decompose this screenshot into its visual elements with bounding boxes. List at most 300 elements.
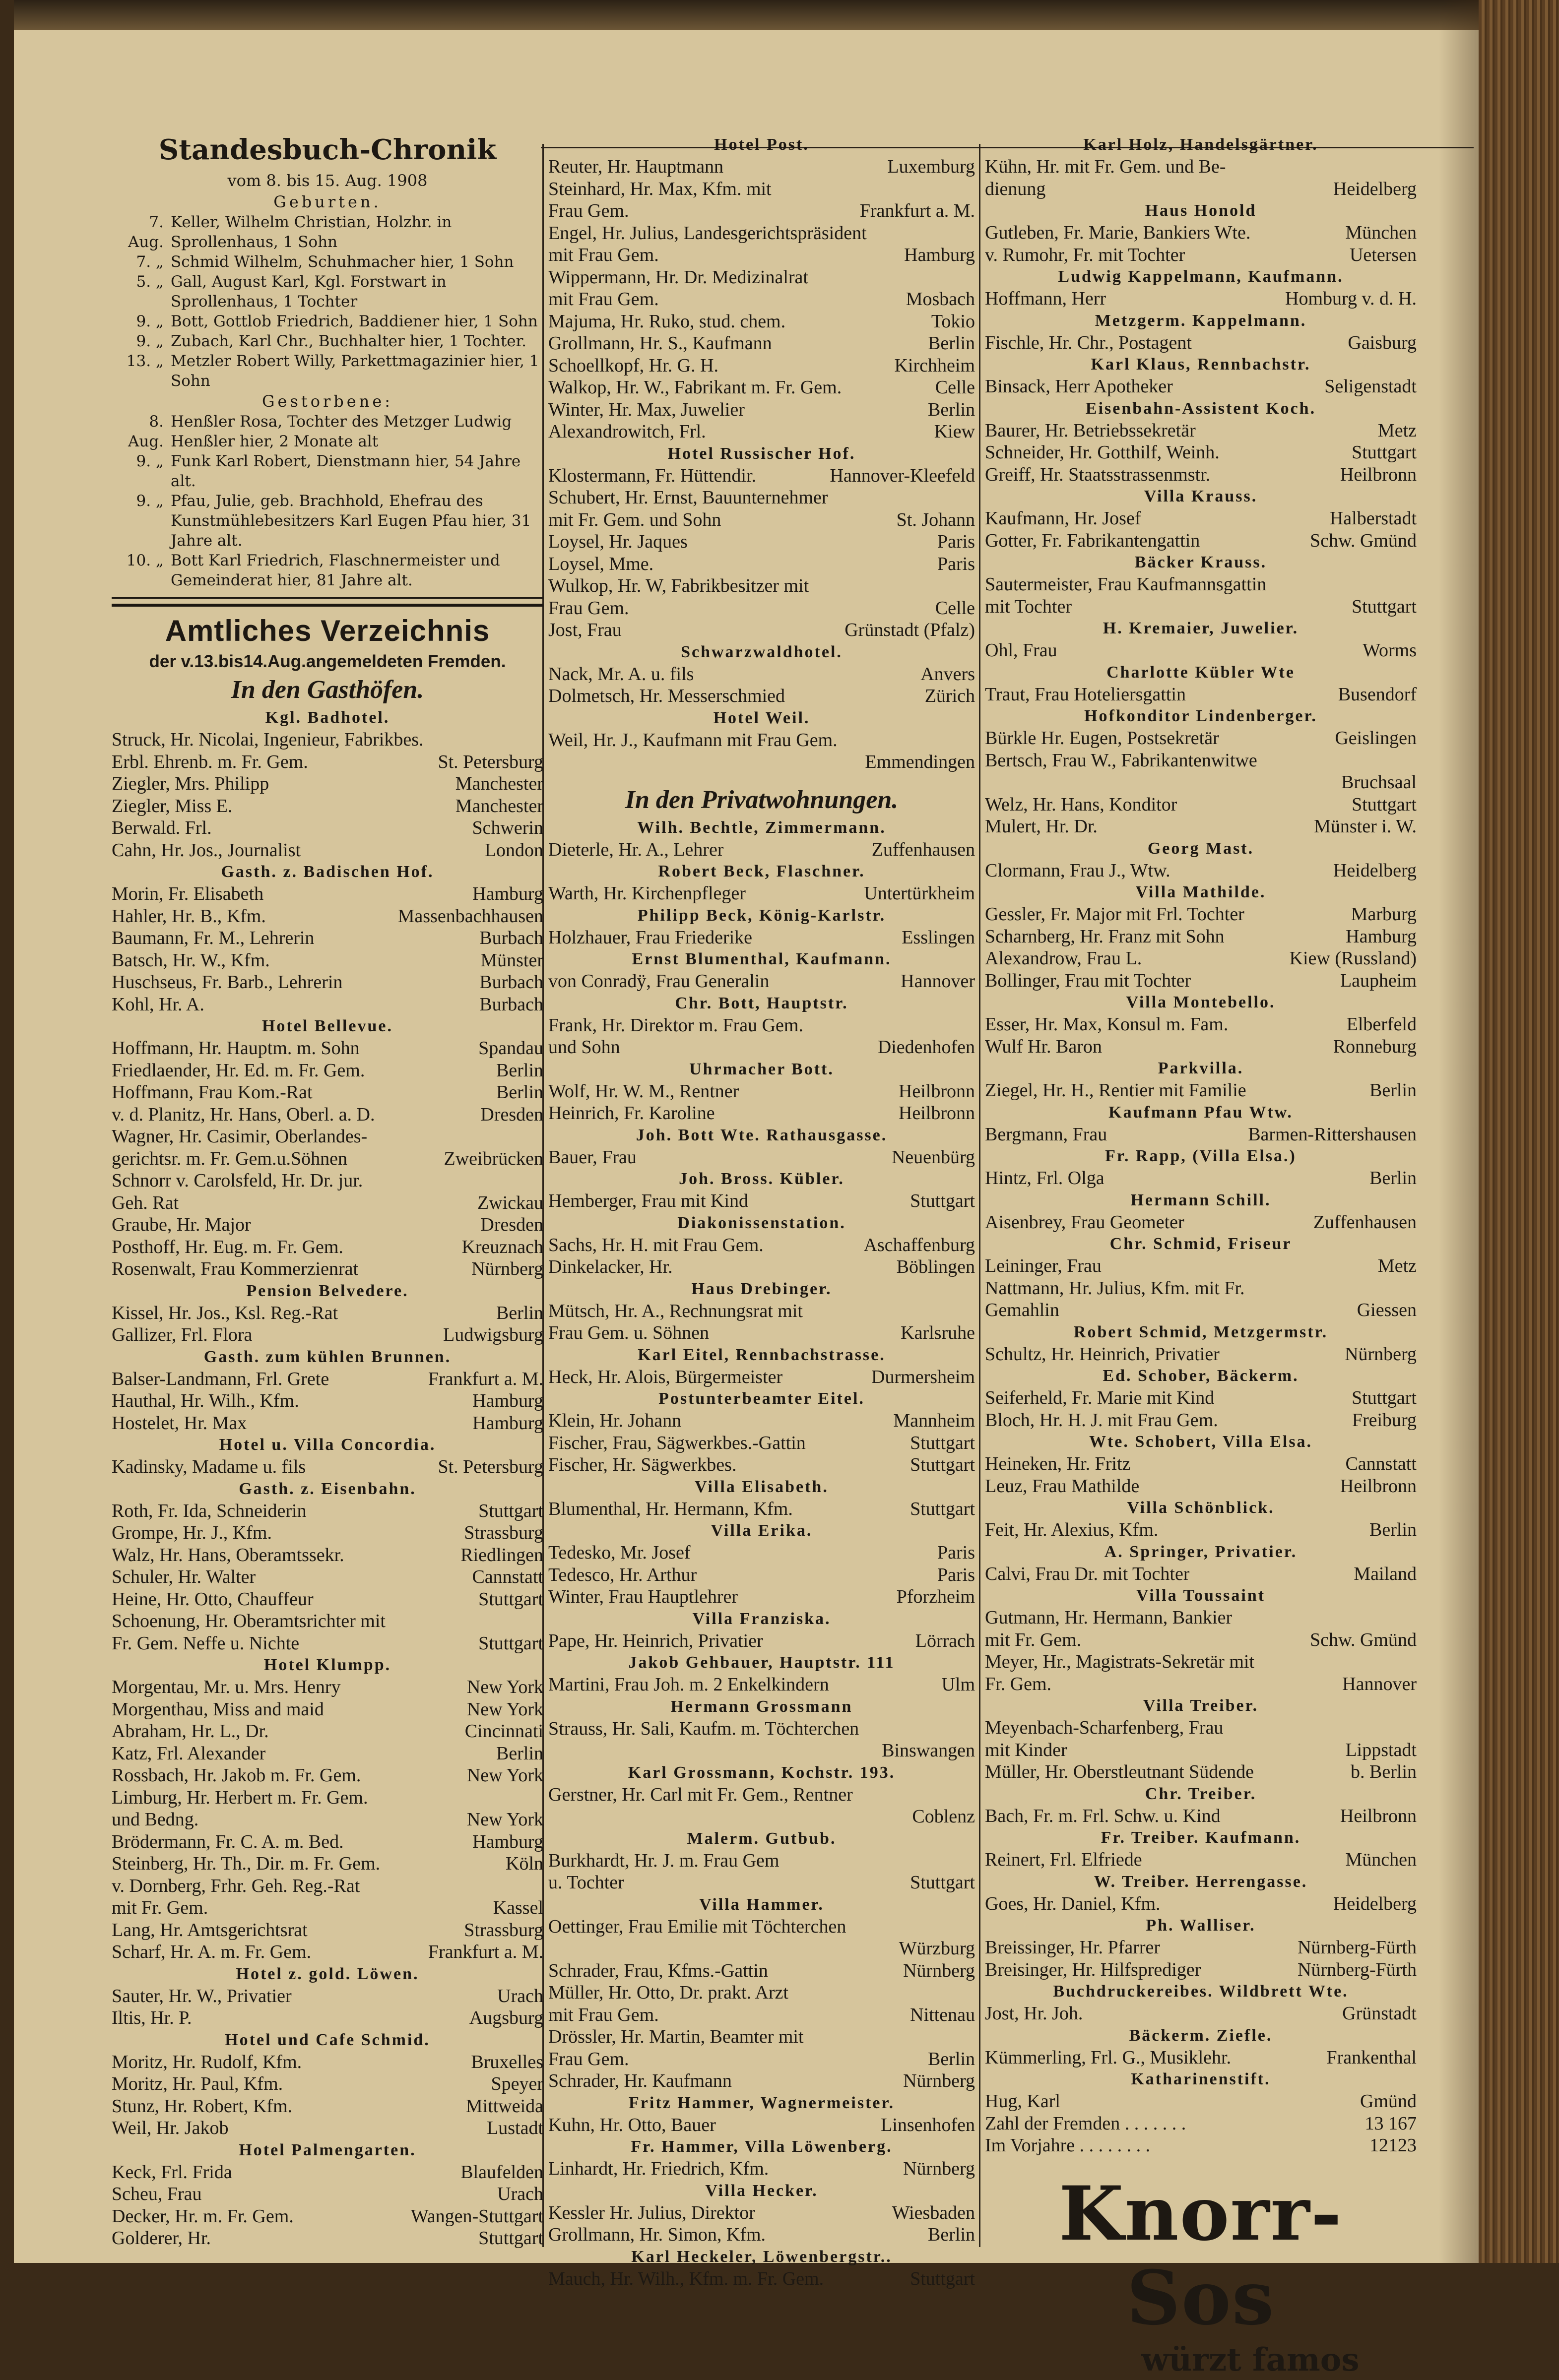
guest-name: v. Dornberg, Frhr. Geh. Reg.-Rat <box>112 1875 360 1896</box>
guest-entry <box>985 376 1417 398</box>
guest-entry <box>985 464 1417 486</box>
guest-origin: Esslingen <box>902 927 975 948</box>
guest-entry <box>548 2048 975 2070</box>
guest-entry <box>548 927 975 949</box>
guest-entry <box>548 663 975 686</box>
guest-origin <box>968 1014 975 1037</box>
lodging-heading: Villa Treiber. <box>1143 1696 1259 1715</box>
guest-entry <box>985 420 1417 442</box>
guest-origin <box>536 1787 543 1809</box>
guest-name: Wagner, Hr. Casimir, Oberlandes- <box>112 1126 368 1147</box>
guest-origin: Zweibrücken <box>444 1148 543 1169</box>
guest-entry <box>112 839 543 862</box>
guest-name: Moritz, Hr. Rudolf, Kfm. <box>112 2051 302 2072</box>
lodging-heading: Hotel Weil. <box>713 708 810 727</box>
entry-text: Keller, Wilhelm Christian, Holzhr. in Sprollenhaus, 1 Sohn <box>171 213 452 251</box>
guest-entry <box>985 1409 1417 1432</box>
lodging-heading: Metzgerm. Kappelmann. <box>1095 311 1307 330</box>
guest-entry <box>548 1806 975 1828</box>
guest-name: Scheu, Frau <box>112 2184 202 2204</box>
guest-origin: Berlin <box>496 1082 543 1103</box>
entry-text: Gall, August Karl, Kgl. Forstwart in Sprollenhaus, 1 Tochter <box>171 273 447 311</box>
guest-origin: Kiew (Russland) <box>1289 948 1417 969</box>
guest-origin <box>536 1170 543 1192</box>
guest-name: Limburg, Hr. Herbert m. Fr. Gem. <box>112 1787 368 1808</box>
guest-origin: Frankfurt a. M. <box>428 1368 543 1389</box>
guest-entry <box>985 860 1417 882</box>
guest-entry <box>112 1368 543 1390</box>
guest-name: Weil, Hr. Jakob <box>112 2118 229 2138</box>
guest-entry <box>985 1607 1417 1629</box>
guest-entry <box>548 487 975 509</box>
guest-name: Heck, Hr. Alois, Bürgermeister <box>548 1366 783 1387</box>
guest-origin: Manchester <box>455 773 543 794</box>
guest-name: Feit, Hr. Alexius, Kfm. <box>985 1519 1159 1540</box>
lodging-heading: Villa Mathilde. <box>1135 883 1266 901</box>
birth-entry <box>112 351 543 391</box>
lodging-heading: Joh. Bott Wte. Rathausgasse. <box>636 1126 888 1144</box>
guest-name: Walkop, Hr. W., Fabrikant m. Fr. Gem. <box>548 377 842 398</box>
lodging-heading: Hofkonditor Lindenberger. <box>1084 707 1317 725</box>
guest-entry <box>112 1390 543 1412</box>
guest-name: Schubert, Hr. Ernst, Bauunternehmer <box>548 487 828 508</box>
lodging-heading: Charlotte Kübler Wte <box>1106 663 1295 682</box>
lodging-heading: Hotel z. gold. Löwen. <box>236 1964 419 1983</box>
guest-origin: Burbach <box>479 928 543 948</box>
guest-name: Schoellkopf, Hr. G. H. <box>548 355 719 376</box>
guest-origin: Grünstadt (Pfalz) <box>844 620 975 640</box>
birth-entry <box>112 312 543 331</box>
guest-name: Im Vorjahre . . . . . . . . <box>985 2135 1151 2156</box>
guest-origin: Hannover <box>901 971 975 992</box>
guest-name: Rossbach, Hr. Jakob m. Fr. Gem. <box>112 1765 361 1786</box>
guest-origin <box>968 1982 975 2004</box>
guest-entry <box>548 1938 975 1960</box>
guest-name: Fischle, Hr. Chr., Postagent <box>985 332 1192 353</box>
guest-entry <box>112 1985 543 2007</box>
chronicle-title: Standesbuch-Chronik <box>158 133 497 166</box>
guest-list-col1 <box>112 707 543 2250</box>
lodging-heading: Ernst Blumenthal, Kaufmann. <box>632 950 892 968</box>
guest-entry <box>112 1104 543 1126</box>
guest-origin: Cincinnati <box>464 1721 543 1742</box>
guest-name: Breissinger, Hr. Pfarrer <box>985 1937 1161 1958</box>
entry-date: 9. „ <box>136 332 164 350</box>
guest-entry <box>548 1300 975 1322</box>
guest-origin: Tokio <box>931 311 975 332</box>
guest-origin: Aschaffenburg <box>863 1234 975 1255</box>
guest-origin: Burbach <box>479 994 543 1015</box>
guest-origin: Hamburg <box>472 1390 543 1411</box>
guest-origin: Strassburg <box>464 1522 543 1543</box>
guest-name: Fischer, Frau, Sägwerkbes.-Gattin <box>548 1432 806 1453</box>
guest-name: Welz, Hr. Hans, Konditor <box>985 794 1177 815</box>
guest-name: Grompe, Hr. J., Kfm. <box>112 1522 272 1543</box>
guest-name: Hahler, Hr. B., Kfm. <box>112 905 266 927</box>
guest-name: Zahl der Fremden . . . . . . . <box>985 2113 1186 2134</box>
guest-entry <box>985 2134 1417 2157</box>
guest-entry <box>548 1322 975 1344</box>
guest-origin <box>968 2026 975 2048</box>
guest-origin: Metz <box>1377 1255 1417 1276</box>
guest-name: mit Fr. Gem. <box>112 1897 208 1918</box>
guest-name: Hoffmann, Herr <box>985 288 1106 309</box>
guest-entry <box>548 2224 975 2246</box>
guest-origin: Nürnberg <box>1345 1343 1417 1365</box>
guest-name: Klostermann, Fr. Hüttendir. <box>548 465 757 486</box>
guest-entry <box>112 2117 543 2139</box>
lodging-heading: Karl Klaus, Rennbachstr. <box>1091 355 1311 374</box>
guest-entry <box>548 1542 975 1564</box>
guest-origin <box>968 1300 975 1322</box>
guest-entry <box>548 1982 975 2004</box>
lodging-heading: Villa Franziska. <box>692 1609 831 1628</box>
lodging-heading: Postunterbeamter Eitel. <box>658 1389 865 1408</box>
guest-name: Martini, Frau Joh. m. 2 Enkelkindern <box>548 1674 829 1695</box>
guest-entry <box>985 1959 1417 1981</box>
death-entry <box>112 451 543 491</box>
book-binding-edge <box>1479 0 1559 2263</box>
guest-origin <box>1410 750 1417 772</box>
guest-entry <box>548 1674 975 1696</box>
guest-entry <box>548 200 975 222</box>
lodging-heading: Hermann Schill. <box>1130 1190 1271 1209</box>
guest-entry <box>112 1764 543 1787</box>
guest-origin: Nürnberg <box>903 2158 975 2179</box>
guest-entry <box>112 971 543 994</box>
guest-origin: Heilbronn <box>1340 1805 1417 1826</box>
lodging-heading: Hermann Grossmann <box>670 1697 853 1716</box>
guest-name: Alexandrow, Frau L. <box>985 948 1142 969</box>
lodging-heading: Gasth. z. Eisenbahn. <box>239 1479 416 1498</box>
guest-origin: Celle <box>935 597 975 619</box>
guest-origin: Hannover-Kleefeld <box>830 465 975 486</box>
guest-origin <box>968 1850 975 1872</box>
guest-entry <box>985 222 1417 244</box>
guest-origin: Barmen-Rittershausen <box>1248 1124 1417 1145</box>
guest-origin: Lörrach <box>915 1630 975 1651</box>
lodging-heading: Villa Hecker. <box>705 2181 818 2200</box>
guest-name: Hemberger, Frau mit Kind <box>548 1190 749 1211</box>
guest-origin: Berlin <box>1369 1080 1417 1101</box>
guest-origin: Burbach <box>479 972 543 993</box>
guest-name: Tedesko, Mr. Josef <box>548 1542 691 1563</box>
lodging-heading: Katharinenstift. <box>1131 2070 1271 2088</box>
guest-origin: Dresden <box>480 1214 543 1235</box>
guest-entry <box>985 639 1417 662</box>
guest-entry <box>112 2183 543 2205</box>
guest-entry <box>548 1630 975 1652</box>
entry-date: 8. Aug. <box>128 413 164 450</box>
guest-name: Golderer, Hr. <box>112 2228 211 2249</box>
guest-name: und Sohn <box>548 1037 620 1058</box>
guest-origin: Berlin <box>928 2048 975 2069</box>
guest-origin: Ulm <box>941 1674 975 1695</box>
guest-origin: Hamburg <box>904 245 975 265</box>
guest-entry <box>112 1698 543 1721</box>
guest-entry <box>985 1124 1417 1146</box>
guest-origin: Berlin <box>928 333 975 354</box>
guest-origin: Kreuznach <box>461 1236 543 1257</box>
guest-origin: Nürnberg <box>903 2070 975 2091</box>
guest-entry <box>548 839 975 861</box>
guest-name: Holzhauer, Frau Friederike <box>548 927 753 948</box>
guest-origin: St. Johann <box>896 509 975 530</box>
guest-entry <box>548 1256 975 1278</box>
guest-origin: Zwickau <box>477 1192 543 1213</box>
guest-origin: Neuenbürg <box>891 1146 975 1168</box>
guest-name: Bloch, Hr. H. J. mit Frau Gem. <box>985 1409 1218 1431</box>
guest-name: Iltis, Hr. P. <box>112 2007 192 2028</box>
guest-origin: Marburg <box>1351 904 1417 925</box>
guest-name: Dolmetsch, Hr. Messerschmied <box>548 686 785 706</box>
guest-name: Gemahlin <box>985 1300 1059 1320</box>
guest-name: Stunz, Hr. Robert, Kfm. <box>112 2095 293 2117</box>
death-entry <box>112 491 543 551</box>
guest-origin: Manchester <box>455 795 543 816</box>
guest-origin: Bruchsaal <box>1341 772 1417 793</box>
guest-origin: Bruxelles <box>471 2051 543 2072</box>
birth-entry <box>112 272 543 312</box>
guest-origin: New York <box>466 1677 543 1697</box>
guest-origin <box>968 575 975 597</box>
lodging-heading: Joh. Bross. Kübler. <box>679 1170 844 1188</box>
lodging-heading: Chr. Treiber. <box>1145 1784 1257 1803</box>
guest-origin: Stuttgart <box>1352 1387 1417 1408</box>
lodging-heading: Bäckerm. Ziefle. <box>1129 2026 1273 2045</box>
guest-entry <box>112 905 543 928</box>
guest-entry <box>548 421 975 443</box>
guest-list-col3 <box>985 134 1417 2113</box>
scan-top-edge <box>0 0 1559 30</box>
guest-origin: Geislingen <box>1335 728 1417 749</box>
guest-name: Heine, Hr. Otto, Chauffeur <box>112 1588 314 1610</box>
guest-entry <box>548 156 975 178</box>
lodging-heading: Kgl. Badhotel. <box>265 708 390 727</box>
verzeichnis-subtitle: der v.13.bis14.Aug.angemeldeten Fremden. <box>149 652 506 671</box>
guest-entry <box>985 1167 1417 1190</box>
guest-origin: Berlin <box>496 1743 543 1764</box>
guest-entry <box>985 926 1417 948</box>
guest-entry <box>548 2202 975 2224</box>
lodging-heading: Ludwig Kappelmann, Kaufmann. <box>1058 267 1344 286</box>
guest-name: Kuhn, Hr. Otto, Bauer <box>548 2114 716 2135</box>
guest-name: Greiff, Hr. Staatsstrassenmstr. <box>985 464 1211 485</box>
guest-origin: Mittweida <box>465 2095 543 2117</box>
lodging-heading: Hotel Bellevue. <box>261 1017 393 1035</box>
lodging-heading: W. Treiber. Herrengasse. <box>1094 1872 1308 1891</box>
guest-name: Sauter, Hr. W., Privatier <box>112 1985 292 2006</box>
guest-entry <box>548 465 975 487</box>
guest-name: Steinhard, Hr. Max, Kfm. mit <box>548 178 772 199</box>
guest-entry <box>548 575 975 597</box>
guest-entry <box>548 619 975 641</box>
guest-entry <box>985 1277 1417 1300</box>
guest-entry <box>112 1809 543 1831</box>
guest-origin: 12123 <box>1369 2135 1417 2156</box>
guest-entry <box>548 1498 975 1520</box>
privatwohnungen-heading: In den Privatwohnungen. <box>625 785 899 814</box>
guest-entry <box>112 2161 543 2184</box>
guest-origin <box>968 266 975 289</box>
guest-entry <box>985 332 1417 354</box>
guest-origin: Cannstatt <box>1345 1453 1417 1474</box>
guest-origin <box>1410 573 1417 596</box>
guest-name: Gutmann, Hr. Hermann, Bankier <box>985 1607 1233 1628</box>
guest-origin: Stuttgart <box>478 2228 543 2249</box>
guest-entry <box>985 794 1417 816</box>
guest-entry <box>548 1036 975 1059</box>
guest-entry <box>548 311 975 333</box>
guest-name: Kessler Hr. Julius, Direktor <box>548 2202 755 2223</box>
guest-name: Dinkelacker, Hr. <box>548 1256 673 1277</box>
guest-entry <box>548 288 975 311</box>
guest-entry <box>548 729 975 752</box>
guest-name: Hoffmann, Hr. Hauptm. m. Sohn <box>112 1038 360 1059</box>
guest-name: Friedlaender, Hr. Ed. m. Fr. Gem. <box>112 1060 365 1081</box>
guest-entry <box>985 1475 1417 1498</box>
guest-name: Huschseus, Fr. Barb., Lehrerin <box>112 972 343 993</box>
guest-origin: Heidelberg <box>1333 178 1417 199</box>
entry-date: 7. Aug. <box>128 213 164 251</box>
lodging-heading: Buchdruckereibes. Wildbrett Wte. <box>1053 1982 1349 2001</box>
lodging-heading: Villa Krauss. <box>1144 487 1258 505</box>
entry-text: Bott Karl Friedrich, Flaschnermeister und Gemeinderat hier, 81 Jahre alt. <box>171 552 500 589</box>
guest-name: Bertsch, Frau W., Fabrikantenwitwe <box>985 750 1257 771</box>
guest-entry <box>548 1190 975 1212</box>
guest-origin <box>968 1916 975 1938</box>
guest-entry <box>112 1126 543 1148</box>
guest-entry <box>985 1673 1417 1695</box>
guest-name: Clormann, Frau J., Wtw. <box>985 860 1170 881</box>
guest-origin: St. Petersburg <box>438 751 543 772</box>
guest-origin <box>536 1875 543 1897</box>
guest-name: Strauss, Hr. Sali, Kaufm. m. Töchterchen <box>548 1718 859 1739</box>
entry-text: Funk Karl Robert, Dienstmann hier, 54 Jahre alt. <box>171 452 521 490</box>
guest-name: Schuler, Hr. Walter <box>112 1566 256 1587</box>
guest-name: Leuz, Frau Mathilde <box>985 1475 1140 1497</box>
guest-list-col2-private <box>548 817 975 2290</box>
guest-name: v. Rumohr, Fr. mit Tochter <box>985 244 1185 265</box>
guest-name: Gutleben, Fr. Marie, Bankiers Wte. <box>985 222 1251 243</box>
entry-text: Pfau, Julie, geb. Brachhold, Ehefrau des Kunstmühlebesitzers Karl Eugen Pfau hier, 31 Jahre alt. <box>171 492 531 550</box>
guest-name: Kohl, Hr. A. <box>112 994 204 1015</box>
guest-origin: Untertürkheim <box>864 883 975 904</box>
guest-name: Mulert, Hr. Dr. <box>985 816 1098 837</box>
guest-origin: Luxemburg <box>887 156 975 177</box>
lodging-heading: Ed. Schober, Bäckerm. <box>1103 1367 1299 1385</box>
guest-name: Majuma, Hr. Ruko, stud. chem. <box>548 311 786 332</box>
guest-origin: Strassburg <box>464 1919 543 1941</box>
guest-name: Tedesco, Hr. Arthur <box>548 1564 697 1585</box>
guest-origin <box>968 729 975 752</box>
guest-origin: Frankfurt a. M. <box>428 1942 543 1962</box>
entry-date: 13. „ <box>126 352 164 370</box>
guest-origin: Heilbronn <box>898 1103 975 1124</box>
guest-entry <box>112 1610 543 1632</box>
guest-entry <box>112 1676 543 1698</box>
guest-entry <box>985 903 1417 926</box>
guest-name: Kühn, Hr. mit Fr. Gem. und Be- <box>985 156 1226 177</box>
guest-origin: Stuttgart <box>910 1872 975 1893</box>
guest-name: Seiferheld, Fr. Marie mit Kind <box>985 1387 1215 1408</box>
guest-origin: Berlin <box>496 1302 543 1323</box>
guest-origin: Köln <box>506 1853 543 1874</box>
entry-date: 5. „ <box>136 273 164 291</box>
guest-name: Wippermann, Hr. Dr. Medizinalrat <box>548 266 808 288</box>
guest-entry <box>985 1211 1417 1234</box>
guest-origin: Hamburg <box>472 1412 543 1434</box>
guest-origin: Mosbach <box>906 289 975 310</box>
guest-origin: Homburg v. d. H. <box>1285 288 1417 309</box>
guest-origin: Cannstatt <box>472 1566 543 1587</box>
guest-name: Frau Gem. <box>548 2048 629 2069</box>
guest-origin: Schwerin <box>472 817 543 838</box>
guest-name: v. d. Planitz, Hr. Hans, Oberl. a. D. <box>112 1104 375 1125</box>
guest-origin: München <box>1345 1849 1417 1870</box>
guest-entry <box>112 1720 543 1743</box>
guest-entry <box>112 817 543 839</box>
guest-entry <box>548 685 975 707</box>
guest-name: Walz, Hr. Hans, Oberamtssekr. <box>112 1544 344 1566</box>
guest-name: Goes, Hr. Daniel, Kfm. <box>985 1893 1161 1914</box>
lodging-heading: Wilh. Bechtle, Zimmermann. <box>637 818 886 837</box>
guest-entry <box>112 1897 543 1919</box>
guest-entry <box>112 927 543 949</box>
guest-origin: Dresden <box>480 1104 543 1125</box>
guest-name: Mauch, Hr. Wilh., Kfm. m. Fr. Gem. <box>548 2268 824 2289</box>
guest-entry <box>985 947 1417 970</box>
guest-entry <box>985 771 1417 794</box>
guest-origin: Heidelberg <box>1333 1893 1417 1914</box>
guest-entry <box>985 1761 1417 1783</box>
guest-name: Binsack, Herr Apotheker <box>985 376 1173 397</box>
guest-entry <box>548 266 975 289</box>
guest-name: Frank, Hr. Direktor m. Frau Gem. <box>548 1014 803 1036</box>
guest-name: Müller, Hr. Oberstleutnant Südende <box>985 1761 1254 1782</box>
guest-origin: Riedlingen <box>460 1544 543 1566</box>
guest-origin: Stuttgart <box>910 1454 975 1475</box>
guest-name: Müller, Hr. Otto, Dr. prakt. Arzt <box>548 1982 788 2003</box>
guest-origin: Stuttgart <box>1352 442 1417 463</box>
guest-name: Abraham, Hr. L., Dr. <box>112 1721 269 1742</box>
guest-name: Gessler, Fr. Major mit Frl. Tochter <box>985 904 1244 925</box>
guest-entry <box>985 1717 1417 1739</box>
guest-name: Bauer, Frau <box>548 1146 637 1168</box>
guest-name: Mütsch, Hr. A., Rechnungsrat mit <box>548 1300 803 1321</box>
guest-entry <box>985 178 1417 200</box>
guest-name: mit Frau Gem. <box>548 289 659 310</box>
guest-entry <box>112 2051 543 2073</box>
guest-name: Hoffmann, Frau Kom.-Rat <box>112 1082 313 1103</box>
guest-entry <box>985 441 1417 464</box>
guest-origin: Paris <box>937 553 975 574</box>
guest-origin: Berlin <box>928 2224 975 2245</box>
guest-entry <box>985 1013 1417 1036</box>
births-heading: Geburten. <box>273 192 382 211</box>
guest-entry <box>548 553 975 575</box>
guest-entry <box>985 530 1417 552</box>
guest-entry <box>112 1324 543 1346</box>
guest-name: Schoenung, Hr. Oberamtsrichter mit <box>112 1611 386 1631</box>
guest-name: Hauthal, Hr. Wilh., Kfm. <box>112 1390 299 1411</box>
lodging-heading: Villa Hammer. <box>699 1895 824 1914</box>
guest-entry <box>985 2090 1417 2113</box>
guest-name: Bürkle Hr. Eugen, Postsekretär <box>985 728 1219 749</box>
entry-date: 9. „ <box>136 313 164 330</box>
guest-entry <box>548 2004 975 2026</box>
guest-origin: Diedenhofen <box>877 1037 975 1058</box>
